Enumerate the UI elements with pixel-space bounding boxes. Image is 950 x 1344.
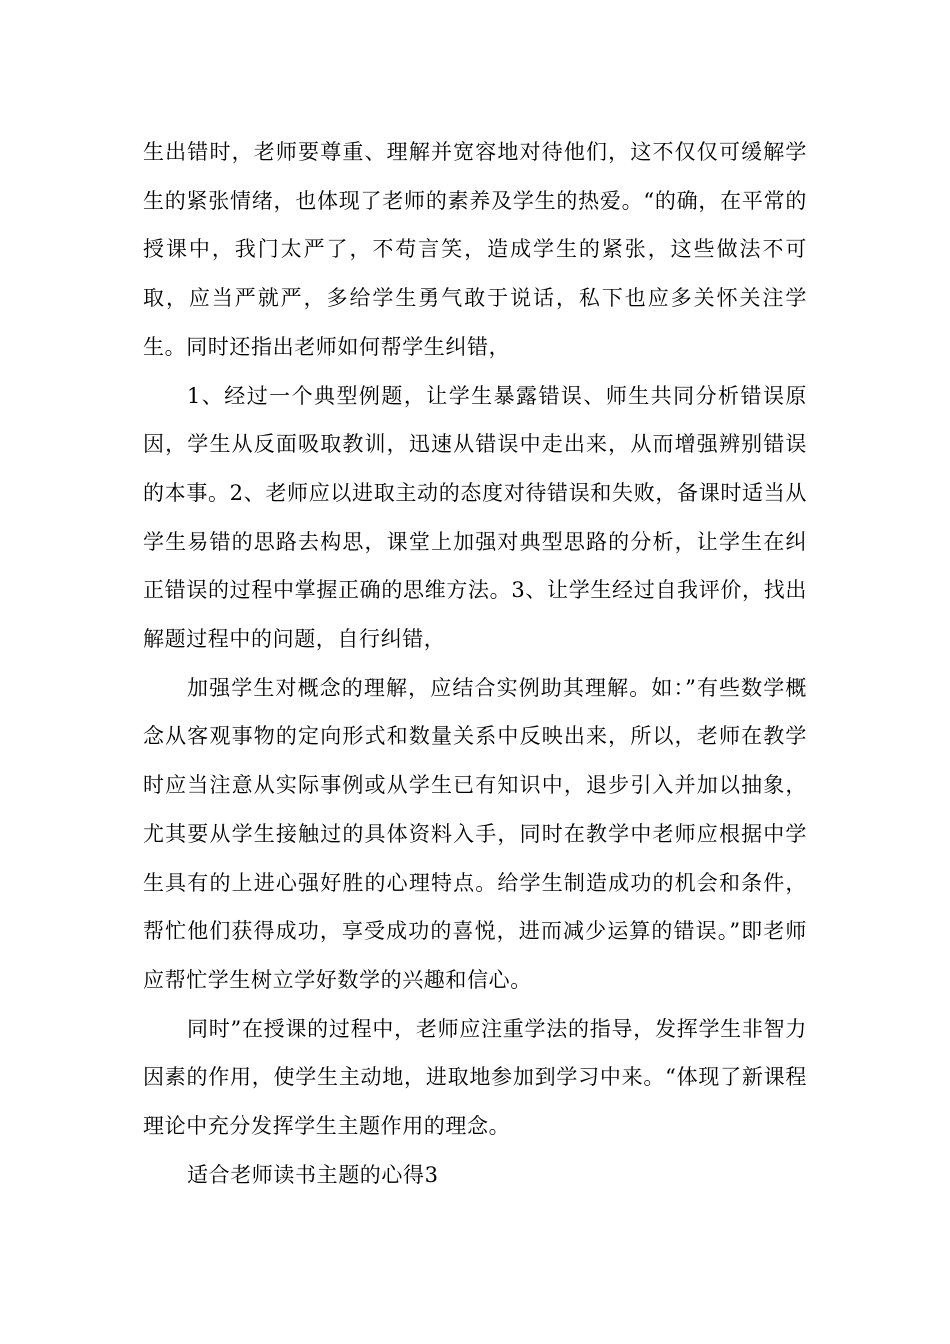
paragraph-continuation: 生出错时，老师要尊重、理解并宽容地对待他们，这不仅仅可缓解学生的紧张情绪，也体现了老师的素养及学生的热爱。“的确，在平常的授课中，我门太严了，不苟言笑，造成学生的紧张，这些做法不可取，应当严就严，多给学生勇气敢于说话，私下也应多关怀关注学生。同时还指出老师如何帮学生纠错，	[143, 140, 807, 359]
document-body	[143, 128, 807, 1199]
paragraph-learning-methods: 同时”在授课的过程中，老师应注重学法的指导，发挥学生非智力因素的作用，使学生主动地，进取地参加到学习中来。“体现了新课程理论中充分发挥学生主题作用的理念。	[143, 1016, 807, 1139]
section-heading: 适合老师读书主题的心得3	[187, 1162, 439, 1187]
paragraph-concept-understanding: 加强学生对概念的理解，应结合实例助其理解。如：”有些数学概念从客观事物的定向形式和数量关系中反映出来，所以，老师在教学时应当注意从实际事例或从学生已有知识中，退步引入并加以抽象，尤其要从学生接触过的具体资料入手，同时在教学中老师应根据中学生具有的上进心强好胜的心理特点。给学生制造成功的机会和条件，帮忙他们获得成功，享受成功的喜悦，进而减少运算的错误。”即老师应帮忙学生树立学好数学的兴趣和信心。	[143, 675, 807, 992]
paragraph-error-correction-steps: 1、经过一个典型例题，让学生暴露错误、师生共同分析错误原因，学生从反面吸取教训，迅速从错误中走出来，从而增强辨别错误的本事。2、老师应以进取主动的态度对待错误和失败，备课时适当从学生易错的思路去构思，课堂上加强对典型思路的分析，让学生在纠正错误的过程中掌握正确的思维方法。3、让学生经过自我评价，找出解题过程中的问题，自行纠错，	[143, 383, 807, 652]
